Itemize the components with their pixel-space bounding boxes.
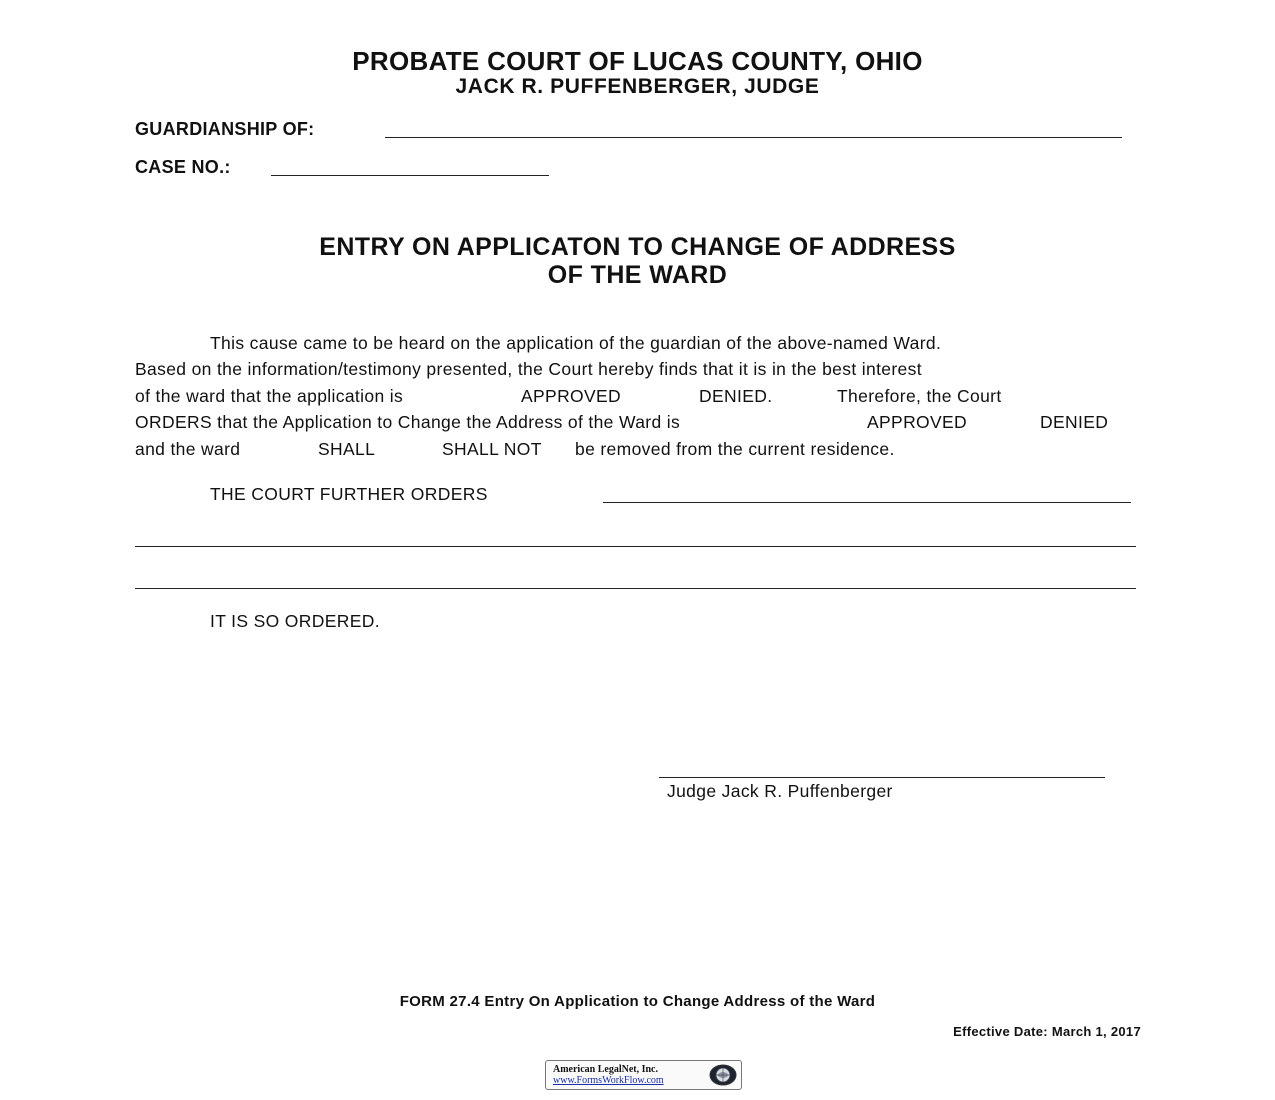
document-title-line1: ENTRY ON APPLICATON TO CHANGE OF ADDRESS (319, 233, 956, 261)
globe-icon (702, 1063, 738, 1087)
further-orders-label: THE COURT FURTHER ORDERS (210, 484, 488, 504)
so-ordered-text: IT IS SO ORDERED. (210, 611, 380, 631)
logo-url-link[interactable]: www.FormsWorkFlow.com (553, 1075, 664, 1086)
body-line-1: This cause came to be heard on the application of the guardian of the above-named Ward. (210, 333, 942, 353)
document-title-line2: OF THE WARD (547, 261, 728, 289)
effective-date: Effective Date: March 1, 2017 (953, 1024, 1141, 1039)
option-denied-2[interactable]: DENIED (1040, 412, 1109, 432)
logo-company-name: American LegalNet, Inc. (553, 1064, 658, 1075)
judge-name: JACK R. PUFFENBERGER, JUDGE (455, 75, 820, 98)
signature-line[interactable] (659, 777, 1105, 778)
form-title-footer: FORM 27.4 Entry On Application to Change Address of the Ward (399, 993, 876, 1010)
option-shall-not[interactable]: SHALL NOT (442, 439, 542, 459)
option-shall[interactable]: SHALL (318, 439, 376, 459)
signature-name: Judge Jack R. Puffenberger (667, 781, 893, 801)
body-line-2: Based on the information/testimony presented, the Court hereby finds that it is in the best interest (135, 359, 922, 379)
further-orders-line-3[interactable] (135, 588, 1136, 589)
case-no-input-line[interactable] (271, 175, 549, 176)
guardianship-label: GUARDIANSHIP OF: (135, 119, 315, 139)
body-line-5-start: and the ward (135, 439, 241, 459)
option-approved-2[interactable]: APPROVED (867, 412, 968, 432)
body-line-4-start: ORDERS that the Application to Change the Address of the Ward is (135, 412, 681, 432)
court-name: PROBATE COURT OF LUCAS COUNTY, OHIO (352, 46, 923, 76)
further-orders-line-1[interactable] (603, 502, 1131, 503)
body-line-3-end: Therefore, the Court (837, 386, 1002, 406)
further-orders-line-2[interactable] (135, 546, 1136, 547)
american-legalnet-logo[interactable] (545, 1060, 742, 1090)
case-no-label: CASE NO.: (135, 157, 231, 177)
body-line-3-start: of the ward that the application is (135, 386, 404, 406)
option-approved-1[interactable]: APPROVED (521, 386, 622, 406)
option-denied-1[interactable]: DENIED. (699, 386, 773, 406)
body-line-5-end: be removed from the current residence. (575, 439, 895, 459)
guardianship-input-line[interactable] (385, 137, 1122, 138)
